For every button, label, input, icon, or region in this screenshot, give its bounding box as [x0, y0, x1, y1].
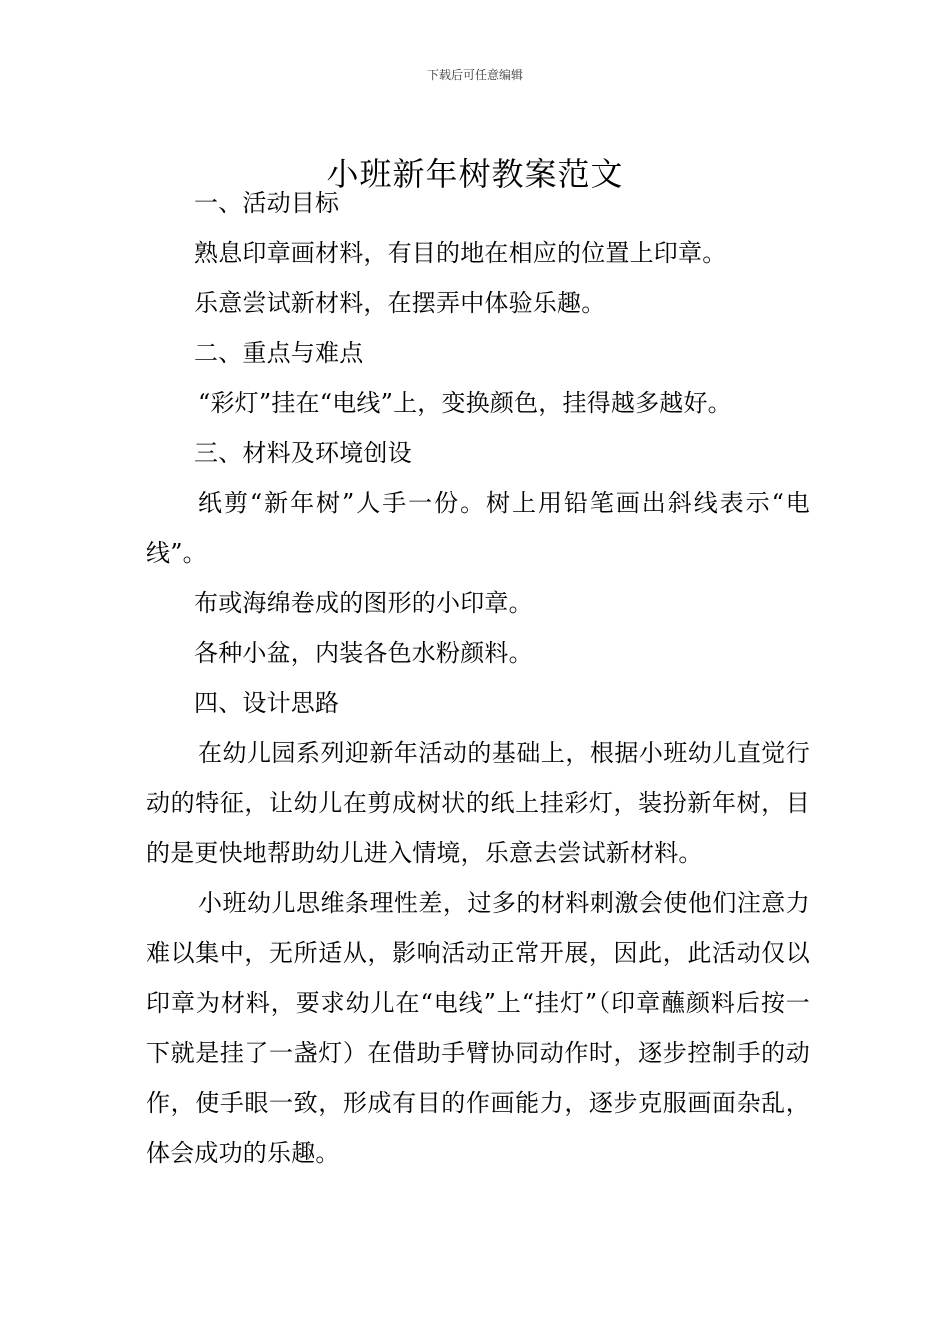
- section-heading-design: 四、设计思路: [194, 689, 340, 717]
- header-note: 下载后可任意编辑: [426, 68, 523, 82]
- document-body: [146, 178, 810, 1178]
- paragraph: 熟息印章画材料，有目的地在相应的位置上印章。: [194, 239, 727, 267]
- paragraph: 小班幼儿思维条理性差，过多的材料刺激会使他们注意力难以集中，无所适从，影响活动正常开展，因此，此活动仅以印章为材料，要求幼儿在“电线”上“挂灯”（印章蘸颜料后按一下就是挂了一盏灯）在借助手臂协同动作时，逐步控制手的动作，使手眼一致，形成有目的作画能力，逐步克服画面杂乱，体会成功的乐趣。: [146, 889, 810, 1167]
- paragraph: 纸剪“新年树”人手一份。树上用铅笔画出斜线表示“电线”。: [146, 489, 810, 567]
- paragraph: 布或海绵卷成的图形的小印章。: [194, 589, 533, 617]
- paragraph: “彩灯”挂在“电线”上，变换颜色，挂得越多越好。: [198, 389, 732, 417]
- paragraph: 在幼儿园系列迎新年活动的基础上，根据小班幼儿直觉行动的特征，让幼儿在剪成树状的纸上挂彩灯，装扮新年树，目的是更快地帮助幼儿进入情境，乐意去尝试新材料。: [146, 739, 810, 867]
- section-heading-goals: 一、活动目标: [194, 189, 340, 217]
- section-heading-materials: 三、材料及环境创设: [194, 439, 412, 467]
- paragraph: 各种小盆，内装各色水粉颜料。: [194, 639, 533, 667]
- paragraph: 乐意尝试新材料，在摆弄中体验乐趣。: [194, 289, 606, 317]
- section-heading-key-points: 二、重点与难点: [194, 339, 364, 367]
- document-title: 小班新年树教案范文: [326, 155, 624, 194]
